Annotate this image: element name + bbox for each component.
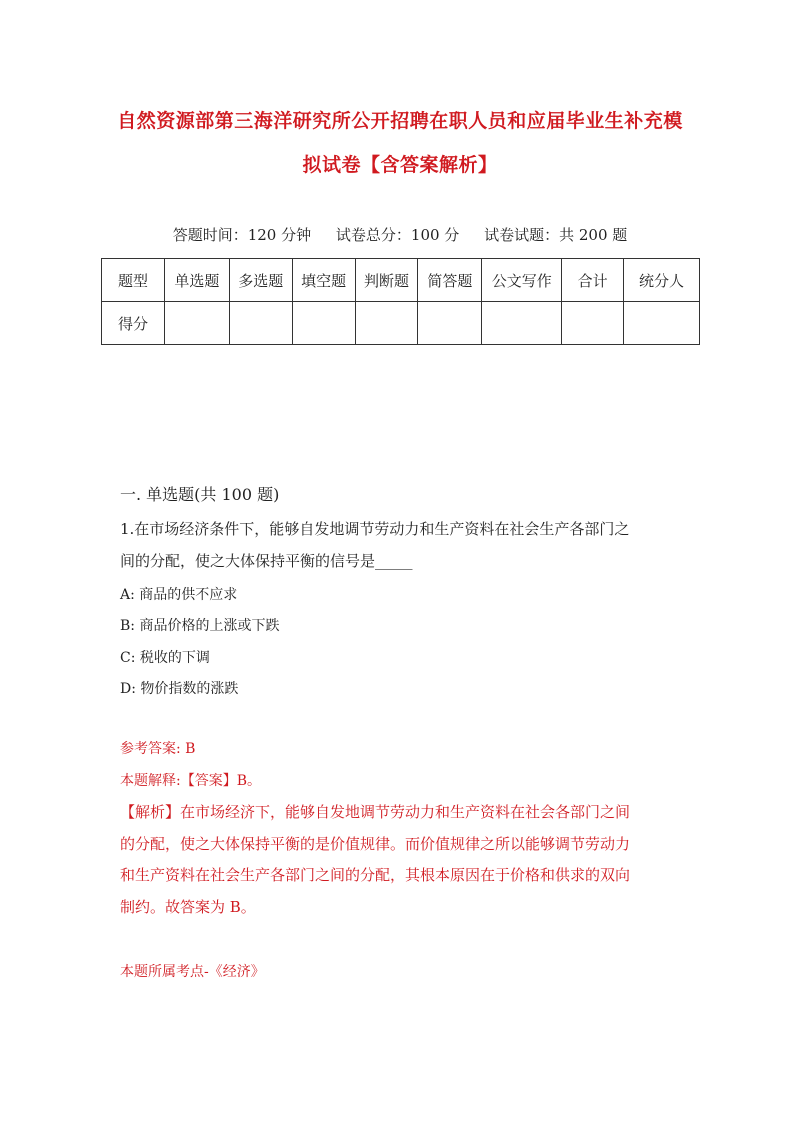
knowledge-point: 本题所属考点-《经济》 [120, 964, 265, 980]
score-cell [562, 302, 624, 345]
exam-title-line1: 自然资源部第三海洋研究所公开招聘在职人员和应届毕业生补充模 [117, 110, 683, 132]
question-text-line2: 间的分配，使之大体保持平衡的信号是_____ [120, 552, 413, 570]
exam-time: 答题时间：120 分钟 [172, 226, 312, 244]
score-table-header: 合计 [562, 259, 624, 302]
score-row-label: 得分 [102, 302, 165, 345]
option-d: D: 物价指数的涨跌 [120, 681, 239, 697]
exam-title-line2: 拟试卷【含答案解析】 [302, 154, 498, 176]
score-table-header: 统分人 [624, 259, 700, 302]
score-cell [482, 302, 562, 345]
score-cell [229, 302, 292, 345]
score-table-header: 判断题 [355, 259, 418, 302]
score-table-header-row [102, 259, 700, 302]
answer-explanation: 本题解释:【答案】B。 [120, 773, 262, 789]
score-table-header: 单选题 [164, 259, 229, 302]
option-b: B: 商品价格的上涨或下跌 [120, 618, 280, 634]
score-cell [418, 302, 482, 345]
score-cell [164, 302, 229, 345]
analysis-line: 的分配，使之大体保持平衡的是价值规律。而价值规律之所以能够调节劳动力 [120, 835, 631, 853]
score-table [101, 258, 700, 345]
exam-meta [0, 224, 800, 245]
analysis-line: 【解析】在市场经济下，能够自发地调节劳动力和生产资料在社会各部门之间 [120, 803, 631, 821]
score-table-score-row [102, 302, 700, 345]
score-table-header: 简答题 [418, 259, 482, 302]
exam-total-questions: 试卷试题：共 200 题 [484, 226, 628, 244]
score-table-header: 填空题 [292, 259, 355, 302]
score-table-header: 题型 [102, 259, 165, 302]
analysis-line: 制约。故答案为 B。 [120, 898, 256, 916]
option-a: A: 商品的供不应求 [120, 587, 238, 603]
option-c: C: 税收的下调 [120, 650, 210, 666]
analysis-line: 和生产资料在社会生产各部门之间的分配，其根本原因在于价格和供求的双向 [120, 866, 631, 884]
question-text-line1: 1.在市场经济条件下，能够自发地调节劳动力和生产资料在社会生产各部门之 [120, 520, 630, 538]
score-table-header: 多选题 [229, 259, 292, 302]
score-cell [292, 302, 355, 345]
score-table-header: 公文写作 [482, 259, 562, 302]
reference-answer: 参考答案: B [120, 741, 196, 757]
score-cell [355, 302, 418, 345]
exam-total-score: 试卷总分：100 分 [335, 226, 460, 244]
section-title: 一. 单选题(共 100 题) [120, 485, 280, 504]
score-cell [624, 302, 700, 345]
